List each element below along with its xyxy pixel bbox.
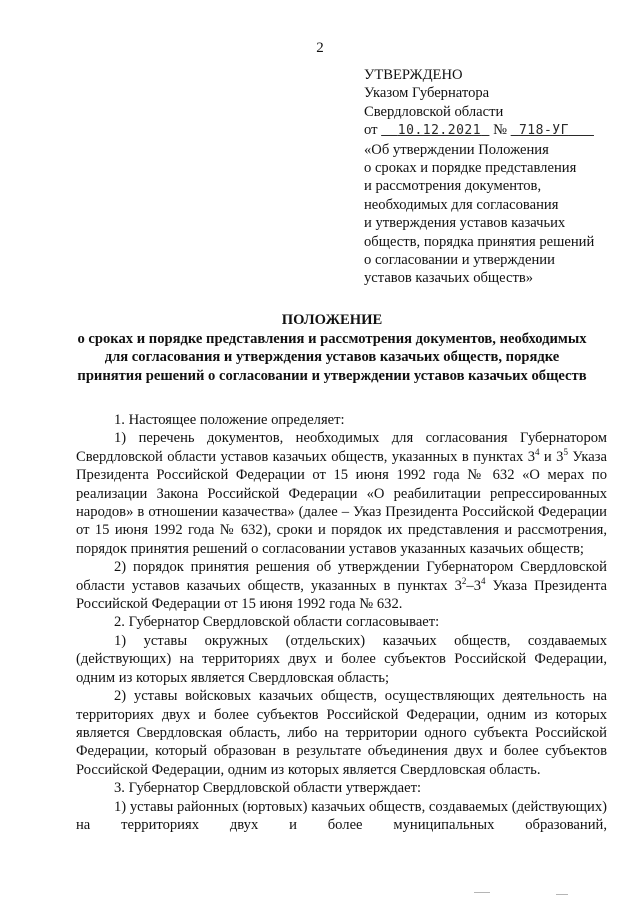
document-heading [62, 311, 602, 385]
superscript: 4 [535, 446, 540, 457]
approval-line: Указом Губернатора [364, 85, 490, 102]
superscript: 2 [461, 575, 467, 586]
document-title: ПОЛОЖЕНИЕ [281, 312, 383, 328]
document-body [76, 411, 607, 834]
decree-title-line: обществ, порядка принятия решений [364, 233, 595, 250]
decree-title-line: «Об утверждении Положения [364, 141, 549, 158]
decree-title-line: о согласовании и утверждении [364, 252, 555, 269]
decree-title-line: необходимых для согласования [364, 196, 559, 213]
decree-title-line: и рассмотрения документов, [364, 178, 542, 195]
document-subtitle-line: для согласования и утверждения уставов казачьих обществ, порядке [104, 349, 560, 365]
superscript: 5 [563, 446, 568, 457]
paragraph-3-1: 1) уставы районных (юртовых) казачьих обществ, создаваемых (действующих) на территориях двух и более муниципальных образований, [76, 798, 607, 833]
paragraph-2-1: 1) уставы окружных (отдельских) казачьих обществ, создаваемых (действующих) на территориях двух и более субъектов Российской Федерации, одним из которых является Свердловская область; [76, 632, 607, 686]
paragraph-1: 1. Настоящее положение определяет: [114, 412, 345, 428]
scan-artifact [556, 894, 568, 895]
paragraph-2-2: 2) уставы войсковых казачьих обществ, осуществляющих деятельность на территориях двух и более субъектов Российской Федерации, одним из которых является Свердловская область, либо на территории одного субъекта Российской Федерации, который образован в результате объединения двух и более субъектов Российской Федерации, одним из которых является Свердловская область. [76, 688, 607, 778]
approval-stamp [364, 66, 626, 288]
date-prefix: от [364, 122, 378, 139]
scan-artifact [474, 892, 490, 893]
paragraph-3: 3. Губернатор Свердловской области утверждает: [114, 780, 422, 797]
decree-date: 10.12.2021 [397, 123, 482, 139]
page-number: 2 [316, 40, 324, 56]
decree-title-line: о сроках и порядке представления [364, 160, 577, 177]
approval-line: УТВЕРЖДЕНО [364, 67, 463, 83]
superscript: 4 [481, 575, 486, 586]
approval-date-line [364, 121, 626, 140]
decree-title-line: уставов казачьих обществ» [364, 270, 534, 287]
decree-number: 718-УГ [518, 123, 569, 139]
number-prefix: № [493, 122, 507, 139]
approval-line: Свердловской области [364, 103, 504, 120]
document-subtitle-line: о сроках и порядке представления и рассмотрения документов, необходимых [77, 330, 587, 347]
document-subtitle-line: принятия решений о согласовании и утверждении уставов казачьих обществ [77, 367, 587, 384]
decree-title-line: и утверждения уставов казачьих [364, 215, 566, 232]
paragraph-1-1: 1) перечень документов, необходимых для согласования Губернатором Свердловской области уставов казачьих обществ, указанных в пунктах $3^4$ и $3^5$ Указа Президента Российской Федерации от 15 июня 1992 года № 632 «О мерах по реализации Закона Российской Федерации «О реабилитации репрессированных народов» в отношении казачества» (далее – Указ Президента Российской Федерации от 15 июня 1992 года № 632), сроки и порядок их представления и рассмотрения, порядок принятия решений о согласовании уставов указанных казачьих обществ; [76, 430, 607, 557]
paragraph-2: 2. Губернатор Свердловской области согласовывает: [114, 614, 440, 631]
paragraph-1-2: 2) порядок принятия решения об утверждении Губернатором Свердловской области уставов казачьих обществ, указанных в пунктах $3^2-3^4$ Указа Президента Российской Федерации от 15 июня 1992 года № 632. [76, 559, 607, 613]
